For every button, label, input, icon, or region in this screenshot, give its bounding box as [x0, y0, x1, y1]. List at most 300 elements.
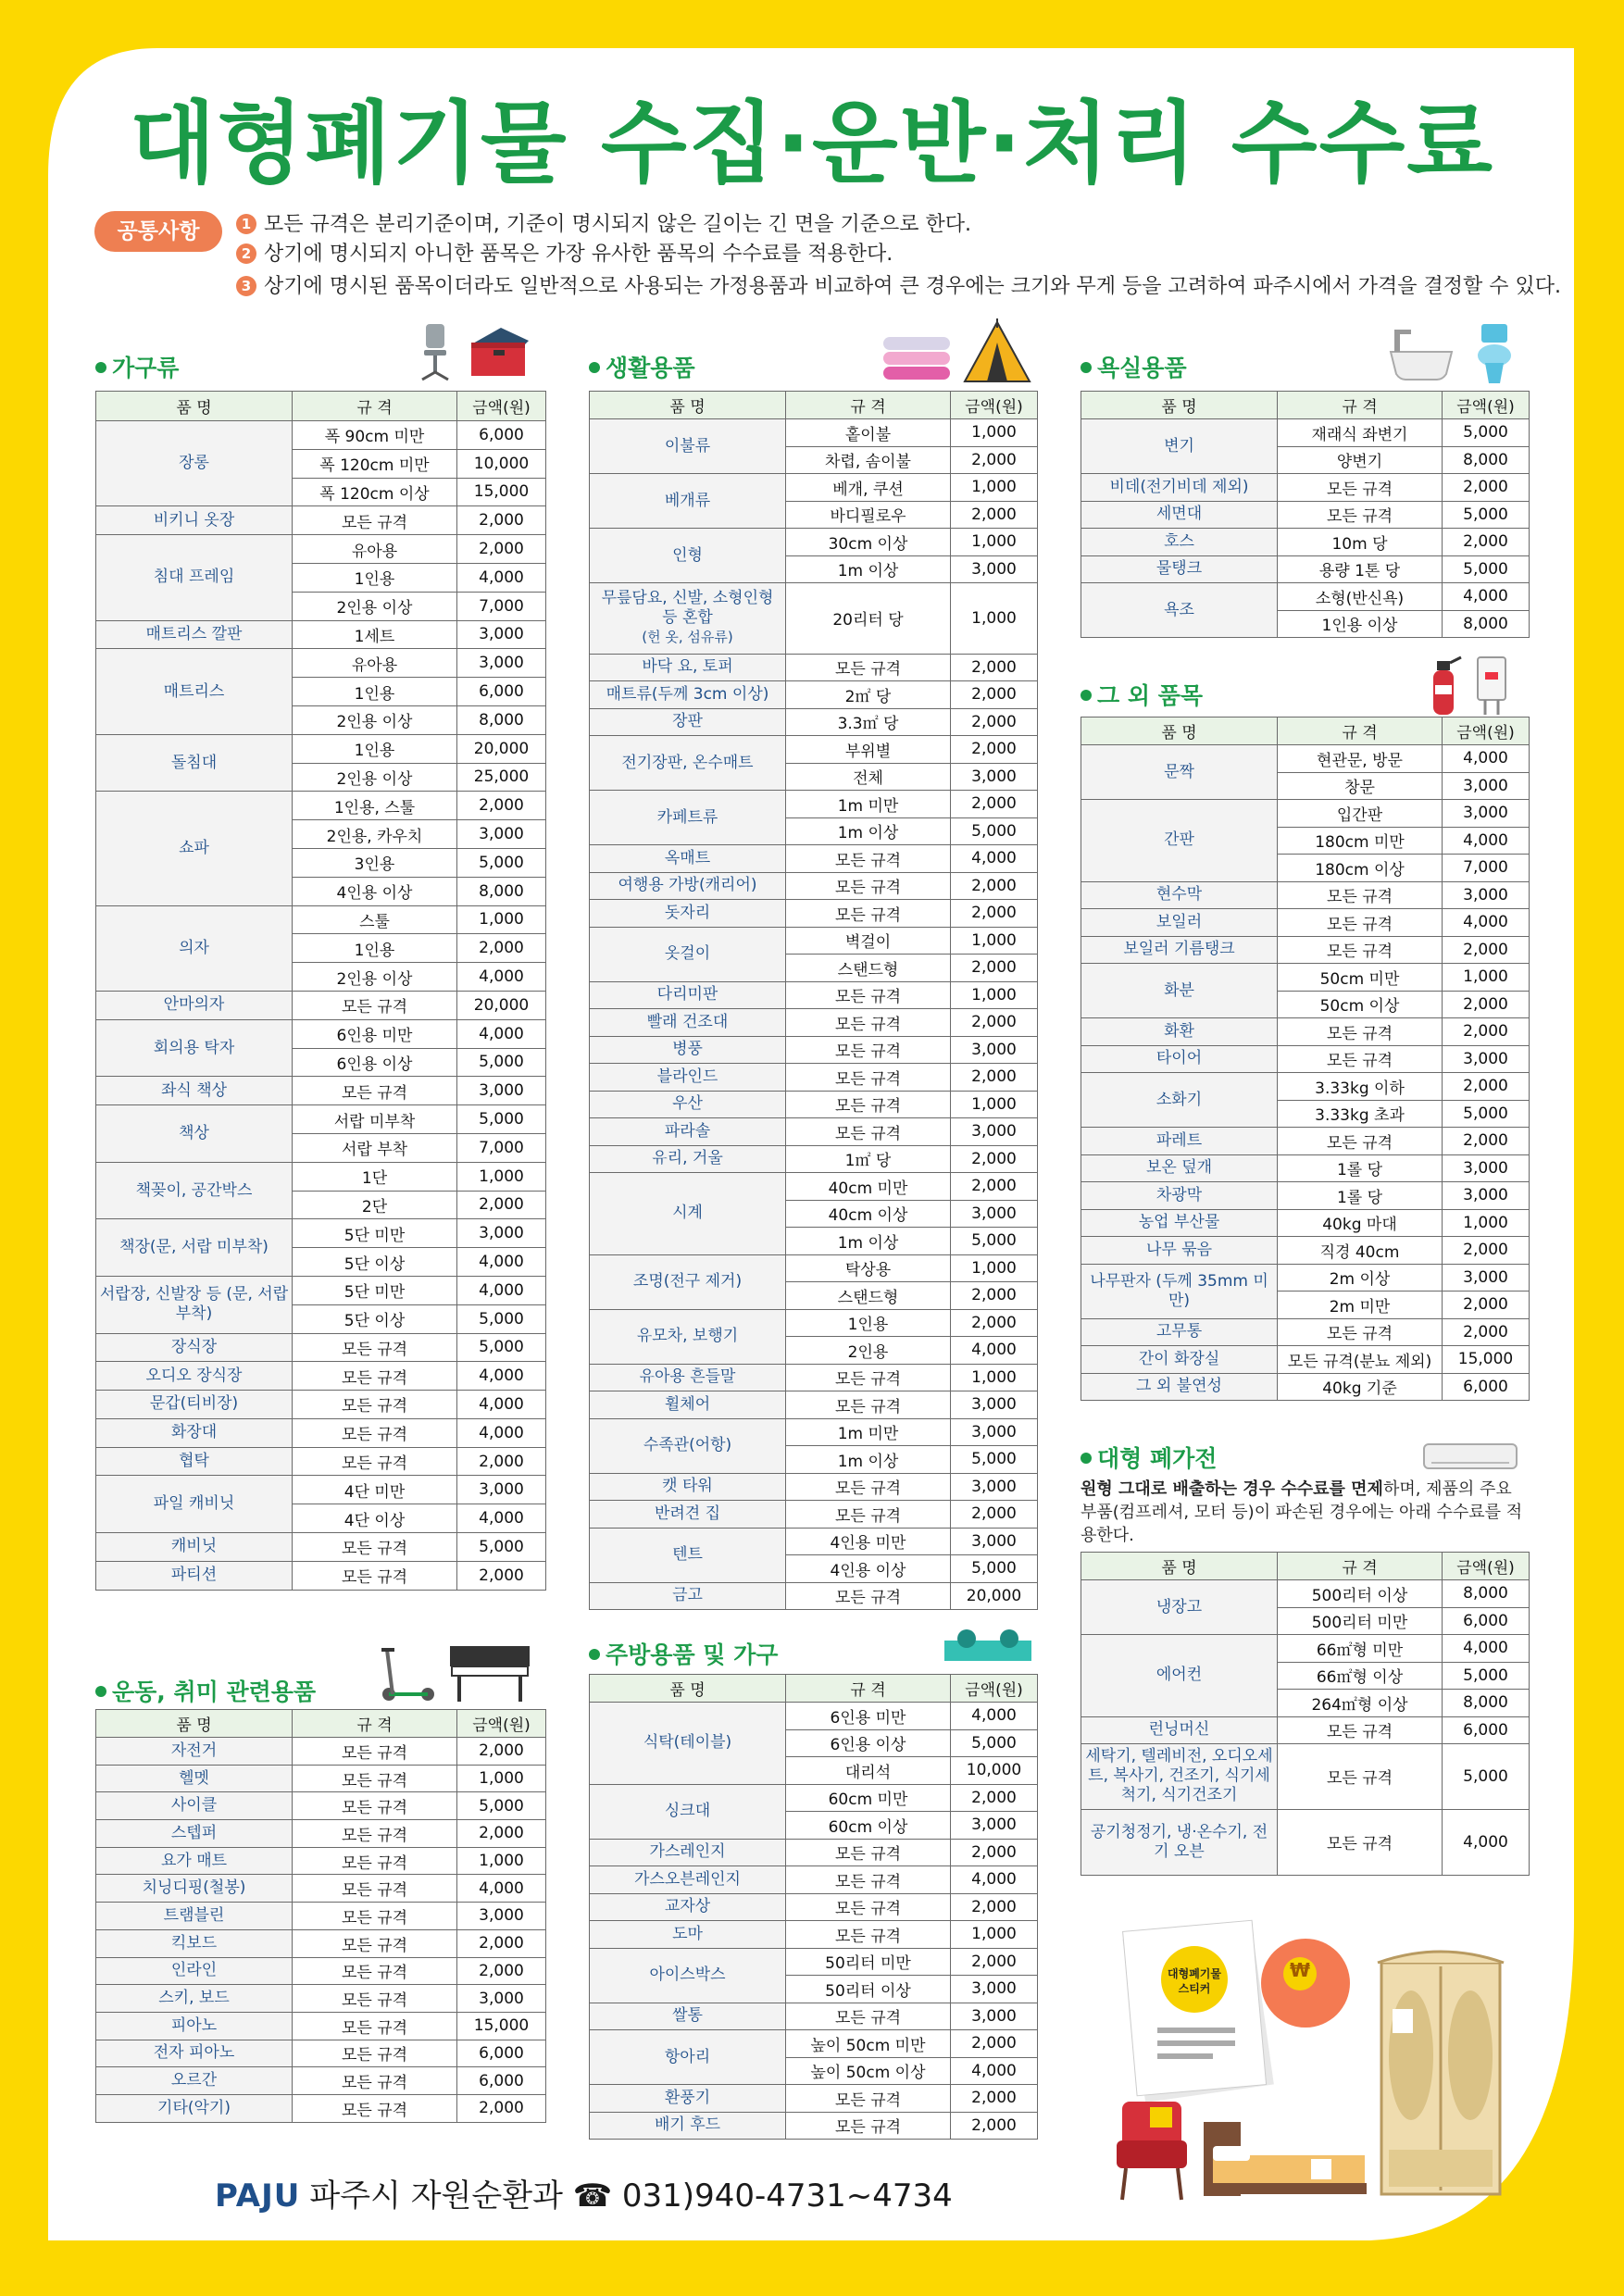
header-spec: 규 격 [786, 392, 951, 419]
price-cell: 2,000 [1443, 991, 1530, 1018]
boiler-icon [1472, 654, 1511, 718]
price-cell: 4,000 [457, 1276, 546, 1304]
table-row [590, 2112, 1038, 2140]
table-row [96, 620, 546, 649]
item-name: 킥보드 [96, 1929, 293, 1957]
price-cell: 2,000 [951, 1309, 1038, 1337]
spec-cell: 모든 규격 [786, 1009, 951, 1037]
header-price: 금액(원) [951, 1675, 1038, 1703]
table-row [96, 1820, 546, 1848]
table-row [1081, 881, 1530, 909]
price-cell: 15,000 [457, 2012, 546, 2040]
section-title: 생활용품 [589, 350, 695, 383]
item-name: 사이클 [96, 1792, 293, 1820]
table-row [590, 1473, 1038, 1501]
price-cell: 20,000 [457, 734, 546, 763]
price-cell: 2,000 [951, 1501, 1038, 1529]
table-row [96, 2094, 546, 2122]
item-name: 공기청정기, 냉·온수기, 전기 오븐 [1081, 1809, 1278, 1875]
item-name: 비키니 옷장 [96, 506, 293, 535]
table-row [1081, 1264, 1530, 1292]
spec-cell: 모든 규격 [786, 981, 951, 1009]
price-cell: 4,000 [457, 563, 546, 592]
item-name: 식탁(테이블) [590, 1703, 786, 1785]
spec-cell: 모든 규격(분뇨 제외) [1278, 1346, 1443, 1374]
appliance-description [1081, 1478, 1529, 1547]
header-price: 금액(원) [457, 1710, 546, 1738]
table-row [590, 1582, 1038, 1610]
table-row [1081, 1154, 1530, 1182]
tent-icon [961, 318, 1033, 385]
towels-icon [880, 333, 954, 385]
header-item: 품 명 [96, 392, 293, 421]
price-cell: 5,000 [1443, 1662, 1530, 1690]
spec-cell: 모든 규격 [293, 506, 457, 535]
spec-cell: 60cm 미만 [786, 1784, 951, 1812]
spec-cell: 50리터 미만 [786, 1948, 951, 1976]
price-cell: 6,000 [1443, 1607, 1530, 1635]
spec-cell: 4단 이상 [293, 1504, 457, 1533]
price-cell: 2,000 [457, 1447, 546, 1476]
price-cell: 7,000 [1443, 855, 1530, 882]
bed-icon [1200, 2118, 1368, 2209]
price-cell: 8,000 [457, 705, 546, 734]
notice-item [236, 211, 971, 239]
price-cell: 1,000 [457, 905, 546, 934]
table-row [590, 791, 1038, 818]
table-row [96, 1847, 546, 1875]
spec-cell: 2인용 이상 [293, 763, 457, 792]
price-cell: 1,000 [457, 1847, 546, 1875]
price-cell: 6,000 [457, 2040, 546, 2067]
spec-cell: 양변기 [1278, 446, 1443, 474]
price-cell: 4,000 [457, 1504, 546, 1533]
chair-icon [418, 322, 452, 383]
spec-cell: 2인용 이상 [293, 705, 457, 734]
table-row [590, 1364, 1038, 1391]
item-name: 금고 [590, 1582, 786, 1610]
spec-cell: 10m 당 [1278, 529, 1443, 556]
price-cell: 6,000 [1443, 1373, 1530, 1401]
price-cell: 2,000 [457, 506, 546, 535]
price-cell: 2,000 [457, 1929, 546, 1957]
spec-cell: 66㎡형 미만 [1278, 1635, 1443, 1663]
section-title: 대형 폐가전 [1081, 1441, 1217, 1474]
price-cell: 2,000 [951, 1948, 1038, 1976]
price-cell: 3,000 [1443, 1264, 1530, 1292]
price-cell: 5,000 [457, 1304, 546, 1333]
price-cell: 6,000 [457, 421, 546, 450]
table-row [96, 649, 546, 678]
item-name: 인라인 [96, 1957, 293, 1985]
spec-cell: 모든 규격 [786, 1501, 951, 1529]
spec-cell: 1롤 당 [1278, 1182, 1443, 1210]
spec-cell: 모든 규격 [786, 1473, 951, 1501]
price-cell: 1,000 [1443, 1209, 1530, 1237]
spec-cell: 4단 미만 [293, 1476, 457, 1504]
price-cell: 3,000 [457, 1476, 546, 1504]
header-spec: 규 격 [293, 392, 457, 421]
spec-cell: 50cm 이상 [1278, 991, 1443, 1018]
item-name: 물탱크 [1081, 555, 1278, 583]
price-cell: 3,000 [951, 1118, 1038, 1146]
spec-cell: 모든 규격 [293, 1847, 457, 1875]
item-name: 우산 [590, 1091, 786, 1118]
spec-cell: 모든 규격 [786, 2112, 951, 2140]
item-name: 침대 프레임 [96, 535, 293, 620]
header-item: 품 명 [1081, 392, 1278, 419]
table-row [96, 1476, 546, 1504]
item-name: 반려견 집 [590, 1501, 786, 1529]
spec-cell: 1인용 [293, 934, 457, 963]
price-cell: 3,000 [1443, 772, 1530, 800]
table-row [96, 1792, 546, 1820]
item-name: 문짝 [1081, 745, 1278, 800]
price-cell: 2,000 [951, 1009, 1038, 1037]
table-row [590, 981, 1038, 1009]
price-cell: 2,000 [951, 681, 1038, 709]
spec-cell: 모든 규격 [293, 991, 457, 1019]
item-name: 파레트 [1081, 1128, 1278, 1155]
spec-cell: 40kg 마대 [1278, 1209, 1443, 1237]
fee-table-appliances [1081, 1552, 1530, 1876]
spec-cell: 모든 규격 [293, 1447, 457, 1476]
spec-cell: 모든 규격 [786, 1893, 951, 1921]
item-name: 쌀통 [590, 2003, 786, 2030]
spec-cell: 2단 [293, 1191, 457, 1219]
spec-cell: 창문 [1278, 772, 1443, 800]
spec-cell: 모든 규격 [1278, 1318, 1443, 1346]
item-name: 파티션 [96, 1561, 293, 1590]
spec-cell: 모든 규격 [293, 1418, 457, 1447]
price-cell: 4,000 [457, 1418, 546, 1447]
price-cell: 1,000 [951, 1921, 1038, 1949]
spec-cell: 500리터 이상 [1278, 1580, 1443, 1608]
toilet-icon [1474, 322, 1515, 387]
header-spec: 규 격 [293, 1710, 457, 1738]
price-cell: 1,000 [457, 1162, 546, 1191]
spec-cell: 모든 규격 [293, 1533, 457, 1562]
header-spec: 규 격 [1278, 718, 1443, 745]
item-name: 조명(전구 제거) [590, 1254, 786, 1309]
item-name: 유리, 거울 [590, 1145, 786, 1173]
spec-cell: 1m 이상 [786, 1446, 951, 1474]
appliance-desc-text: 하며, 제품의 주요 부품(컴프레셔, 모터 등)이 파손된 경우에는 아래 수수료를 적용한다. [1081, 1479, 1523, 1545]
table-row [590, 1948, 1038, 1976]
item-name: 자전거 [96, 1738, 293, 1766]
table-row [1081, 583, 1530, 611]
fee-table-living [589, 391, 1038, 1610]
price-cell: 2,000 [457, 1957, 546, 1985]
table-row [590, 1173, 1038, 1201]
spec-cell: 3.3㎡ 당 [786, 708, 951, 736]
table-row [1081, 1716, 1530, 1744]
table-row [96, 1391, 546, 1419]
spec-cell: 1세트 [293, 620, 457, 649]
price-cell: 4,000 [457, 963, 546, 992]
price-cell: 3,000 [951, 763, 1038, 791]
table-row [590, 2030, 1038, 2058]
item-name: 화장대 [96, 1418, 293, 1447]
price-cell: 2,000 [457, 934, 546, 963]
price-cell: 3,000 [951, 1418, 1038, 1446]
price-cell: 2,000 [951, 1064, 1038, 1092]
price-cell: 1,000 [1443, 964, 1530, 992]
price-cell: 3,000 [1443, 881, 1530, 909]
department-name: 파주시 자원순환과 [309, 2177, 563, 2215]
price-cell: 15,000 [1443, 1346, 1530, 1374]
item-name: 돌침대 [96, 734, 293, 792]
item-name: 파일 캐비닛 [96, 1476, 293, 1533]
spec-cell: 모든 규격 [786, 1582, 951, 1610]
price-cell: 4,000 [951, 845, 1038, 873]
gas-stove-icon [941, 1628, 1035, 1665]
price-cell: 5,000 [951, 817, 1038, 845]
spec-cell: 베개, 쿠션 [786, 474, 951, 502]
table-row [590, 1528, 1038, 1555]
spec-cell: 직경 40cm [1278, 1237, 1443, 1265]
spec-cell: 스탠드형 [786, 1282, 951, 1310]
spec-cell: 모든 규격 [1278, 1744, 1443, 1810]
spec-cell: 1인용 [786, 1309, 951, 1337]
section-title: 가구류 [95, 350, 179, 383]
spec-cell: 6인용 이상 [293, 1048, 457, 1077]
wardrobe-icon [1376, 1944, 1505, 2209]
item-name: 의자 [96, 905, 293, 991]
price-cell: 4,000 [1443, 909, 1530, 937]
item-name: 시계 [590, 1173, 786, 1255]
price-cell: 2,000 [1443, 1018, 1530, 1046]
table-row [1081, 1373, 1530, 1401]
price-cell: 3,000 [1443, 800, 1530, 828]
table-row [96, 1276, 546, 1304]
item-name: 트램블린 [96, 1903, 293, 1930]
price-cell: 3,000 [457, 1077, 546, 1105]
spec-cell: 500리터 미만 [1278, 1607, 1443, 1635]
price-cell: 2,000 [1443, 1128, 1530, 1155]
spec-cell: 5단 미만 [293, 1276, 457, 1304]
price-cell: 3,000 [951, 1200, 1038, 1228]
spec-cell: 모든 규격 [1278, 501, 1443, 529]
item-name: 이불류 [590, 419, 786, 474]
item-name: 그 외 불연성 [1081, 1373, 1278, 1401]
spec-cell: 모든 규격 [293, 1929, 457, 1957]
table-row [590, 419, 1038, 447]
table-row [96, 1533, 546, 1562]
table-row [1081, 1346, 1530, 1374]
item-name: 베개류 [590, 474, 786, 529]
table-row [96, 2067, 546, 2095]
price-cell: 10,000 [457, 449, 546, 478]
table-row [96, 734, 546, 763]
table-row [590, 1254, 1038, 1282]
price-cell: 3,000 [457, 1219, 546, 1248]
price-cell: 4,000 [1443, 1809, 1530, 1875]
item-name: 회의용 탁자 [96, 1019, 293, 1077]
price-cell: 1,000 [951, 981, 1038, 1009]
item-name: 쇼파 [96, 792, 293, 905]
price-cell: 2,000 [1443, 529, 1530, 556]
spec-cell: 모든 규격 [786, 1364, 951, 1391]
price-cell: 2,000 [951, 654, 1038, 681]
price-cell: 8,000 [1443, 610, 1530, 638]
header-item: 품 명 [590, 392, 786, 419]
spec-cell: 6인용 미만 [293, 1019, 457, 1048]
price-cell: 20,000 [951, 1582, 1038, 1610]
section-title: 운동, 취미 관련용품 [95, 1674, 316, 1707]
spec-cell: 180cm 이상 [1278, 855, 1443, 882]
spec-cell: 모든 규격 [293, 1738, 457, 1766]
price-cell: 5,000 [457, 1105, 546, 1134]
item-name: 수족관(어항) [590, 1418, 786, 1473]
spec-cell: 모든 규격 [786, 1391, 951, 1419]
spec-cell: 모든 규격 [1278, 881, 1443, 909]
spec-cell: 모든 규격 [786, 1036, 951, 1064]
item-name: 카페트류 [590, 791, 786, 845]
price-cell: 4,000 [951, 2057, 1038, 2085]
price-cell: 2,000 [457, 1191, 546, 1219]
price-cell: 7,000 [457, 592, 546, 620]
spec-cell: 모든 규격 [293, 1875, 457, 1903]
price-cell: 4,000 [457, 1875, 546, 1903]
price-cell: 2,000 [951, 1173, 1038, 1201]
price-cell: 2,000 [951, 708, 1038, 736]
table-row [1081, 1018, 1530, 1046]
item-name: 매트리스 깔판 [96, 620, 293, 649]
table-row [590, 474, 1038, 502]
spec-cell: 모든 규격 [1278, 1716, 1443, 1744]
item-name: 파라솔 [590, 1118, 786, 1146]
item-name: 호스 [1081, 529, 1278, 556]
item-name: 런닝머신 [1081, 1716, 1278, 1744]
spec-cell: 3.33kg 초과 [1278, 1100, 1443, 1128]
table-row [590, 1839, 1038, 1866]
price-cell: 6,000 [457, 2067, 546, 2095]
spec-cell: 모든 규격 [293, 1391, 457, 1419]
table-row [96, 421, 546, 450]
spec-cell: 66㎡형 이상 [1278, 1662, 1443, 1690]
price-cell: 2,000 [951, 1282, 1038, 1310]
table-row [96, 1418, 546, 1447]
price-cell: 5,000 [457, 1333, 546, 1362]
price-cell: 2,000 [951, 1839, 1038, 1866]
price-cell: 1,000 [951, 529, 1038, 556]
table-row [590, 1784, 1038, 1812]
price-cell: 3,000 [951, 2003, 1038, 2030]
table-row [1081, 909, 1530, 937]
table-row [1081, 936, 1530, 964]
table-row [1081, 800, 1530, 828]
spec-cell: 1m 이상 [786, 817, 951, 845]
table-row [96, 1561, 546, 1590]
item-name: 배기 후드 [590, 2112, 786, 2140]
price-cell: 5,000 [457, 1533, 546, 1562]
price-cell: 4,000 [951, 1337, 1038, 1365]
table-row [590, 2003, 1038, 2030]
table-row [96, 991, 546, 1019]
price-cell: 5,000 [1443, 501, 1530, 529]
table-row [590, 927, 1038, 955]
spec-cell: 1m 미만 [786, 791, 951, 818]
price-cell: 2,000 [951, 1784, 1038, 1812]
spec-cell: 2m 미만 [1278, 1292, 1443, 1319]
price-cell: 3,000 [951, 1976, 1038, 2003]
price-cell: 5,000 [1443, 1100, 1530, 1128]
item-name: 오디오 장식장 [96, 1362, 293, 1391]
item-name: 냉장고 [1081, 1580, 1278, 1635]
item-name: 안마의자 [96, 991, 293, 1019]
table-row [96, 1077, 546, 1105]
price-cell: 1,000 [951, 1364, 1038, 1391]
paju-logo: PAJU [215, 2177, 301, 2215]
notice-text: 상기에 명시된 품목이더라도 일반적으로 사용되는 가정용품과 비교하여 큰 경우에는 크기와 무게 등을 고려하여 파주시에서 가격을 결정할 수 있다. [264, 275, 1562, 298]
price-cell: 3,000 [1443, 1154, 1530, 1182]
price-cell: 5,000 [457, 1792, 546, 1820]
item-name: 변기 [1081, 419, 1278, 474]
price-cell: 3,000 [951, 1812, 1038, 1840]
table-row [1081, 1073, 1530, 1101]
table-row [96, 1362, 546, 1391]
spec-cell: 모든 규격 [293, 2012, 457, 2040]
spec-cell: 스탠드형 [786, 955, 951, 982]
spec-cell: 모든 규격 [786, 845, 951, 873]
spec-cell: 모든 규격 [1278, 1018, 1443, 1046]
table-row [1081, 1209, 1530, 1237]
spec-cell: 30cm 이상 [786, 529, 951, 556]
spec-cell: 벽걸이 [786, 927, 951, 955]
air-conditioner-icon [1422, 1441, 1518, 1474]
table-row [590, 1703, 1038, 1730]
table-row [96, 2012, 546, 2040]
spec-cell: 2m 이상 [1278, 1264, 1443, 1292]
common-notice-badge: 공통사항 [94, 211, 222, 252]
spec-cell: 2인용 이상 [293, 592, 457, 620]
item-name: 장롱 [96, 421, 293, 506]
price-cell: 4,000 [951, 1703, 1038, 1730]
item-name: 소화기 [1081, 1073, 1278, 1128]
item-name: 세탁기, 텔레비전, 오디오세트, 복사기, 건조기, 식기세척기, 식기건조기 [1081, 1744, 1278, 1810]
table-row [1081, 555, 1530, 583]
spec-cell: 모든 규격 [786, 1866, 951, 1894]
item-name: 항아리 [590, 2030, 786, 2085]
spec-cell: 2인용, 카우치 [293, 820, 457, 849]
table-row [590, 845, 1038, 873]
spec-cell: 20리터 당 [786, 583, 951, 655]
table-row [1081, 1809, 1530, 1875]
item-name: 도마 [590, 1921, 786, 1949]
item-name: 매트류(두께 3cm 이상) [590, 681, 786, 709]
item-name: 인형 [590, 529, 786, 583]
item-name: 여행용 가방(캐리어) [590, 872, 786, 900]
fee-table-sports [95, 1709, 546, 2123]
price-cell: 2,000 [951, 2085, 1038, 2113]
spec-cell: 1m 이상 [786, 1228, 951, 1255]
item-name: 캣 타워 [590, 1473, 786, 1501]
table-row [1081, 1744, 1530, 1810]
table-row [590, 1009, 1038, 1037]
spec-cell: 스툴 [293, 905, 457, 934]
price-cell: 2,000 [1443, 1237, 1530, 1265]
table-row [1081, 1237, 1530, 1265]
item-name: 아이스박스 [590, 1948, 786, 2003]
item-name: 오르간 [96, 2067, 293, 2095]
item-name: 요가 매트 [96, 1847, 293, 1875]
table-row [1081, 1128, 1530, 1155]
table-row [96, 506, 546, 535]
spec-cell: 폭 120cm 미만 [293, 449, 457, 478]
header-spec: 규 격 [1278, 1553, 1443, 1580]
spec-cell: 모든 규격 [786, 2003, 951, 2030]
